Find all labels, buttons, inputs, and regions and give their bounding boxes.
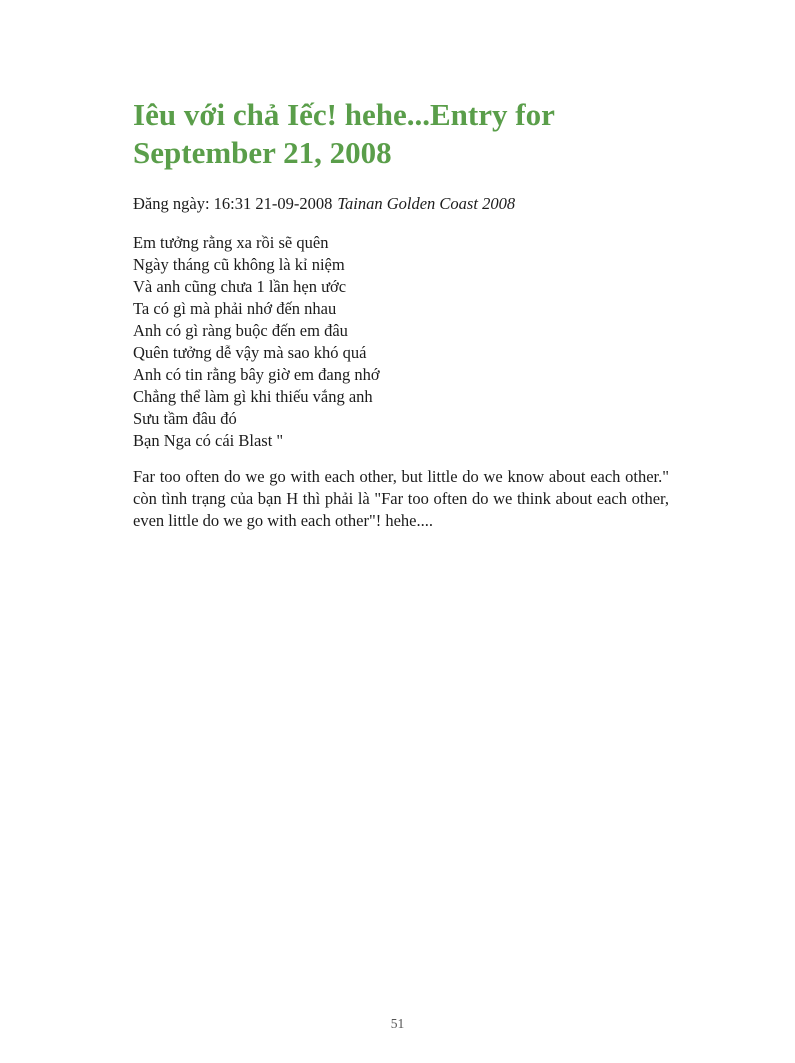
poem-line: Chẳng thể làm gì khi thiếu vắng anh: [133, 387, 373, 406]
poem-line: Ngày tháng cũ không là kỉ niệm: [133, 255, 345, 274]
source-title: Tainan Golden Coast 2008: [337, 194, 516, 213]
poem-line: Bạn Nga có cái Blast ": [133, 431, 284, 450]
poem-block: [133, 232, 669, 452]
entry-content: [133, 0, 669, 532]
posted-date: Đăng ngày: 16:31 21-09-2008: [133, 194, 333, 213]
poem-line: Quên tưởng dễ vậy mà sao khó quá: [133, 343, 367, 362]
commentary-paragraph: Far too often do we go with each other, but little do we know about each other." còn tình trạng của bạn H thì phải là "Far too often do we think about each other, even little do we go with each other"! hehe....: [133, 467, 669, 530]
poem-line: Ta có gì mà phải nhớ đến nhau: [133, 299, 337, 318]
poem-line: Sưu tầm đâu đó: [133, 409, 237, 428]
poem-line: Em tưởng rằng xa rồi sẽ quên: [133, 233, 329, 252]
poem-line: Và anh cũng chưa 1 lần hẹn ước: [133, 277, 347, 296]
entry-meta: [133, 193, 669, 215]
entry-title: Iêu với chả Iếc! hehe...Entry for September 21, 2008: [133, 97, 555, 170]
page-number: 51: [390, 1016, 405, 1031]
poem-line: Anh có gì ràng buộc đến em đâu: [133, 321, 348, 340]
poem-line: Anh có tin rằng bây giờ em đang nhớ: [133, 365, 380, 384]
